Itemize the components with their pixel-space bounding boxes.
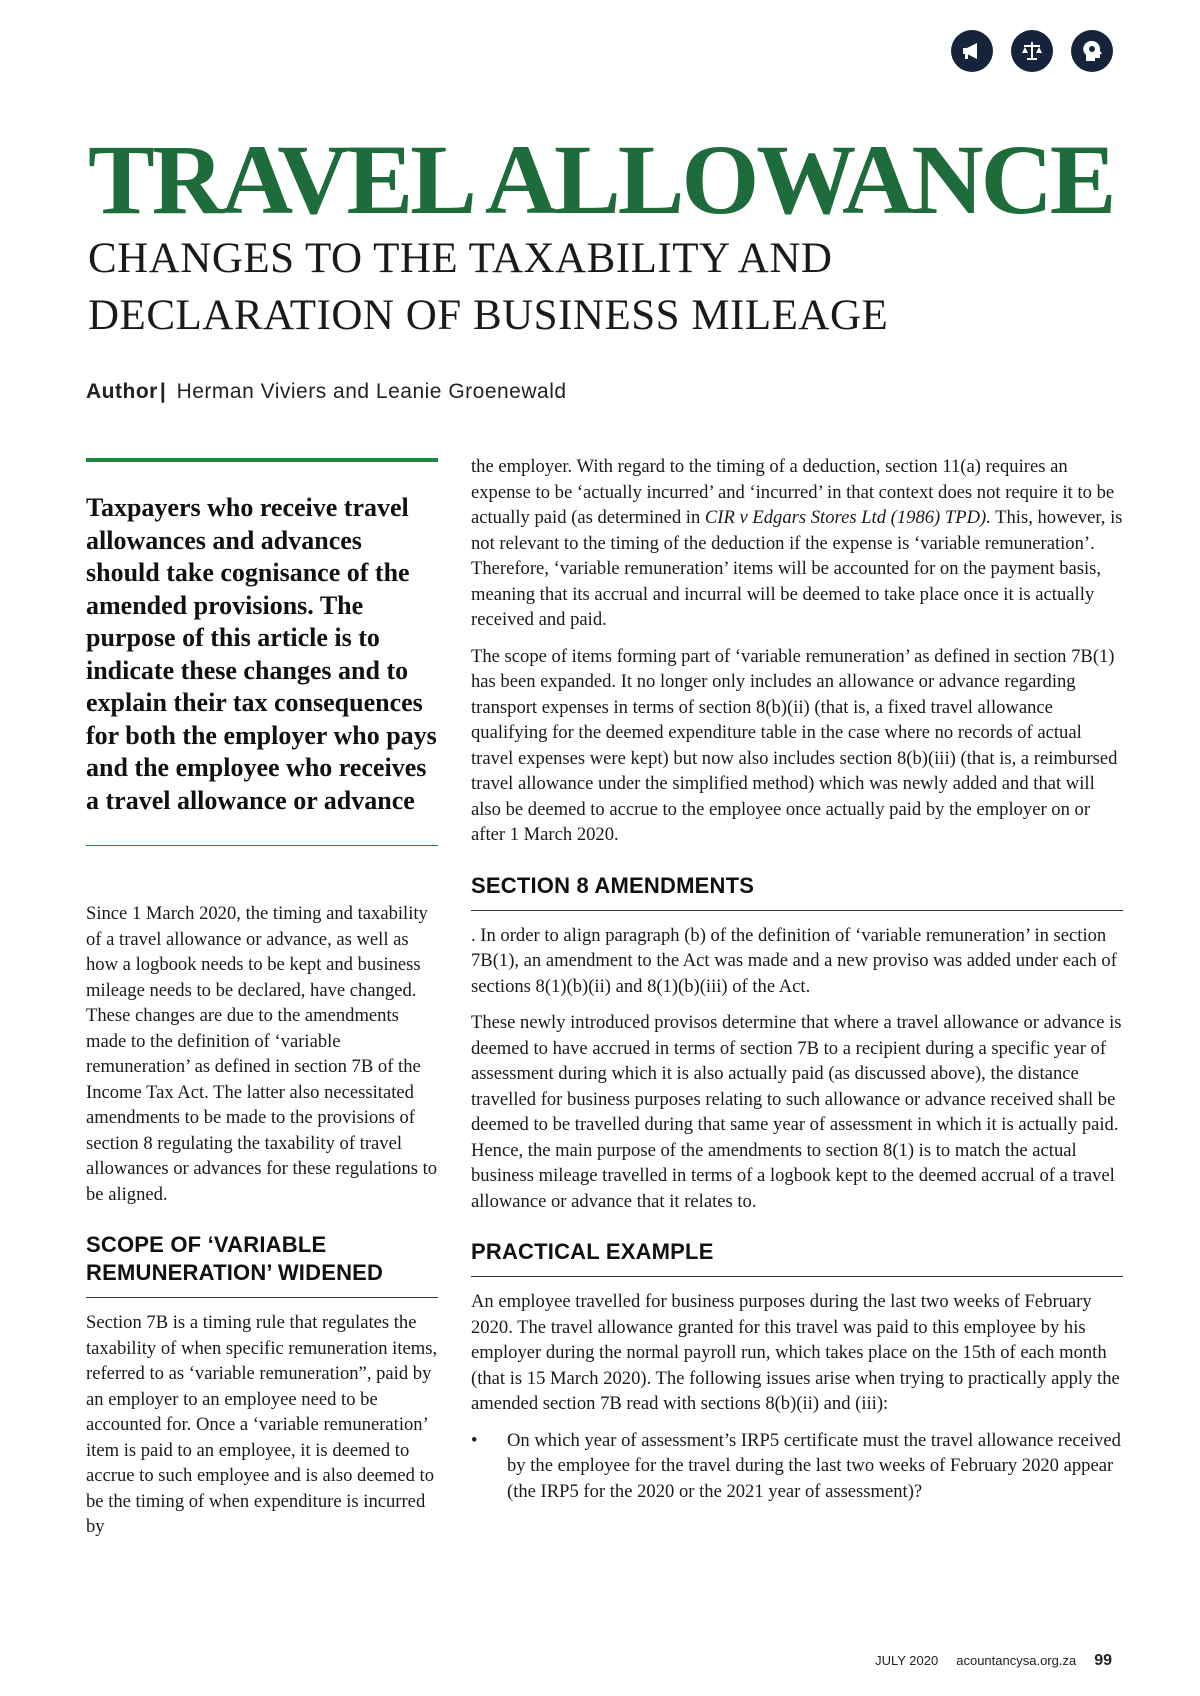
- heading-line: SCOPE OF ‘VARIABLE: [86, 1232, 327, 1257]
- page-number: 99: [1094, 1652, 1112, 1669]
- left-column: [86, 458, 438, 1551]
- heading-line: REMUNERATION’ WIDENED: [86, 1260, 384, 1285]
- footer-date: JULY 2020: [875, 1653, 939, 1668]
- text-run: the employer. With regard to the timing of a deduction, section 11(a) requires an expense to be ‘actually incurred’ and ‘incurred’ in that context does not require it to be actually paid (as determined in: [471, 456, 1115, 528]
- bullet-list: [471, 1428, 1123, 1505]
- body-paragraph: [471, 454, 1123, 633]
- body-paragraph: Since 1 March 2020, the timing and taxability of a travel allowance or advance, as well as how a logbook needs to be kept and business mileage needs to be declared, have changed. These changes are due to the amendments made to the definition of ‘variable remuneration’ as defined in section 7B of the Income Tax Act. The latter also necessitated amendments to be made to the provisions of section 8 regulating the taxability of travel allowances or advances for these regulations to be aligned.: [86, 903, 438, 1205]
- body-paragraph: An employee travelled for business purposes during the last two weeks of February 2020. The travel allowance granted for this travel was paid to this employee by his employer during the normal payroll run, which takes place on the 15th of each month (that is 15 March 2020). The following issues arise when trying to practically apply the amended section 7B read with sections 8(b)(ii) and (iii):: [471, 1291, 1120, 1414]
- list-item-text: On which year of assessment’s IRP5 certificate must the travel allowance received by the employee for the travel during the last two weeks of February 2020 appear (the IRP5 for the 2020 or the 2021 year of assessment)?: [507, 1429, 1121, 1502]
- section-heading-example: PRACTICAL EXAMPLE: [471, 1238, 1123, 1277]
- author-label: Author: [86, 380, 158, 403]
- author-line: [86, 380, 567, 404]
- intro-text: Taxpayers who receive travel allowances and advances should take cognisance of the amended provisions. The purpose of this article is to indicate these changes and to explain their tax consequences for both the employer who pays and the employee who receives a travel allowance or advance: [86, 493, 437, 815]
- text-run: This, however, is not relevant to the timing of the deduction if the expense is ‘variable remuneration’. Therefore, ‘variable remuneration’ items will be accounted for on the payment basis, meaning that its accrual and incurral will be deemed to take place once it is actually received and paid.: [471, 507, 1123, 630]
- bullet-glyph: •: [471, 1429, 478, 1451]
- subtitle-line: DECLARATION OF BUSINESS MILEAGE: [88, 292, 889, 339]
- section-heading-scope: [86, 1231, 438, 1298]
- scales-icon: [1011, 30, 1053, 72]
- page-footer: [875, 1652, 1112, 1670]
- footer-site: acountancysa.org.za: [956, 1653, 1077, 1668]
- intro-bottom-rule: [86, 845, 438, 846]
- subtitle-line: CHANGES TO THE TAXABILITY AND: [88, 235, 833, 282]
- body-paragraph: Section 7B is a timing rule that regulates the taxability of when specific remuneration items, referred to as ‘variable remuneration”, paid by an employer to an employee need to be accounted for. Once a ‘variable remuneration’ item is paid to an employee, it is deemed to accrue to such employee and is also deemed to be the timing of when expenditure is incurred by: [86, 1312, 438, 1537]
- page-subtitle: [88, 230, 888, 344]
- list-item: [471, 1428, 1123, 1505]
- page-title: TRAVEL ALLOWANCE: [88, 124, 1114, 235]
- author-names: Herman Viviers and Leanie Groenewald: [176, 380, 567, 403]
- case-citation: CIR v Edgars Stores Ltd (1986) TPD).: [704, 507, 991, 528]
- right-column: [471, 454, 1123, 1504]
- head-gear-icon: [1071, 30, 1113, 72]
- header-icons: [951, 30, 1113, 72]
- author-separator: |: [159, 380, 167, 403]
- intro-top-rule: [86, 458, 438, 462]
- body-paragraph: These newly introduced provisos determine that where a travel allowance or advance is deemed to have accrued in terms of section 7B to a recipient during a specific year of assessment during which it is also actually paid (as discussed above), the distance travelled for business purposes relating to such allowance or advance received shall be deemed to be travelled during that same year of assessment in which it is actually paid. Hence, the main purpose of the amendments to section 8(1) is to match the actual business mileage travelled in terms of a logbook kept to the deemed accrual of a travel allowance or advance that it relates to.: [471, 1012, 1122, 1212]
- body-paragraph: . In order to align paragraph (b) of the definition of ‘variable remuneration’ in section 7B(1), an amendment to the Act was made and a new proviso was added under each of sections 8(1)(b)(ii) and 8(1)(b)(iii) of the Act.: [471, 924, 1117, 997]
- section-heading-section8: SECTION 8 AMENDMENTS: [471, 872, 1123, 911]
- body-paragraph: The scope of items forming part of ‘variable remuneration’ as defined in section 7B(1) has been expanded. It no longer only includes an allowance or advance regarding transport expenses in terms of section 8(b)(ii) (that is, a fixed travel allowance qualifying for the deemed expenditure table in the case where no records of actual travel expenses were kept) but now also includes section 8(b)(iii) (that is, a reimbursed travel allowance under the simplified method) which was newly added and that will also be deemed to accrue to the employee once actually paid by the employer on or after 1 March 2020.: [471, 645, 1118, 845]
- megaphone-icon: [951, 30, 993, 72]
